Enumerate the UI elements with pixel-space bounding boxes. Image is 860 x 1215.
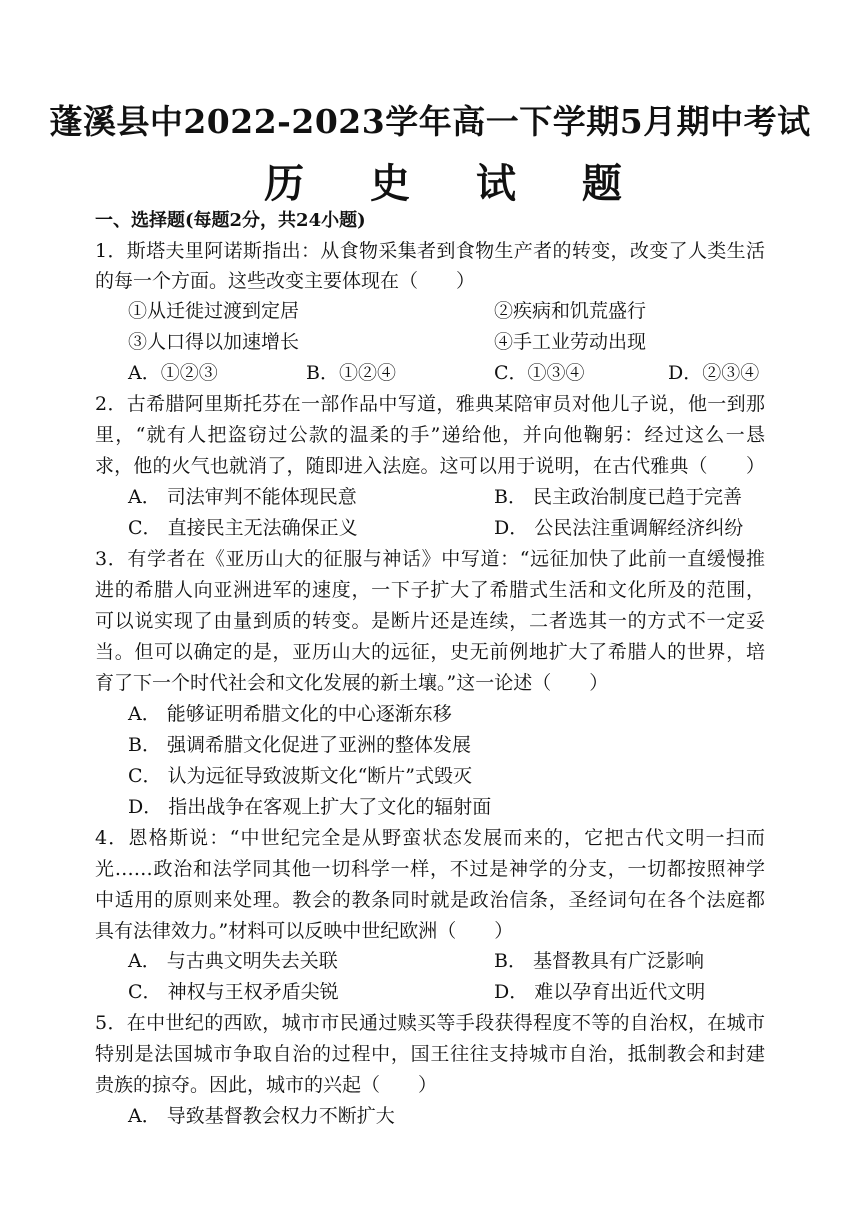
q1-option-c: C．①③④ [494, 362, 585, 384]
q3-option-a: A． 能够证明希腊文化的中心逐渐东移 [128, 703, 452, 725]
question-4-line-3: 中适用的原则来处理。教会的教条同时就是政治信条，圣经词句在各个法庭都 [95, 889, 765, 911]
q1-option-a: A．①②③ [128, 362, 218, 384]
q1-option-d: D．②③④ [668, 362, 760, 384]
q3-option-c: C． 认为远征导致波斯文化“断片”式毁灭 [128, 765, 473, 787]
question-5-line-2: 特别是法国城市争取自治的过程中，国王往往支持城市自治，抵制教会和封建 [95, 1043, 765, 1065]
question-3-line-5: 育了下一个时代社会和文化发展的新土壤。”这一论述（ ） [95, 672, 609, 694]
subject-title: 历 史 试 题 [264, 160, 648, 207]
exam-title: 蓬溪县中2022-2023学年高一下学期5月期中考试 [49, 102, 811, 141]
question-2-line-1: 2．古希腊阿里斯托芬在一部作品中写道，雅典某陪审员对他儿子说，他一到那 [95, 393, 765, 415]
question-5-line-1: 5．在中世纪的西欧，城市市民通过赎买等手段获得程度不等的自治权，在城市 [95, 1012, 765, 1034]
q3-option-d: D． 指出战争在客观上扩大了文化的辐射面 [128, 796, 492, 818]
question-3-line-2: 进的希腊人向亚洲进军的速度，一下子扩大了希腊式生活和文化所及的范围， [95, 579, 765, 601]
statement-4: ④手工业劳动出现 [494, 331, 647, 353]
statement-3: ③人口得以加速增长 [128, 331, 300, 353]
question-3-line-4: 当。但可以确定的是，亚历山大的远征，史无前例地扩大了希腊人的世界，培 [95, 641, 765, 663]
q3-option-b: B． 强调希腊文化促进了亚洲的整体发展 [128, 734, 472, 756]
question-1-line-2: 的每一个方面。这些改变主要体现在（ ） [95, 270, 476, 292]
section-heading: 一、选择题(每题2分，共24小题) [95, 210, 366, 231]
question-2-line-2: 里，“就有人把盗窃过公款的温柔的手”递给他，并向他鞠躬：经过这么一恳 [95, 424, 765, 446]
question-1-line-1: 1．斯塔夫里阿诺斯指出：从食物采集者到食物生产者的转变，改变了人类生活 [95, 240, 765, 262]
question-5-line-3: 贵族的掠夺。因此，城市的兴起（ ） [95, 1074, 438, 1096]
q2-option-b: B． 民主政治制度已趋于完善 [494, 486, 743, 508]
question-3-line-1: 3．有学者在《亚历山大的征服与神话》中写道：“远征加快了此前一直缓慢推 [95, 548, 765, 570]
q4-option-d: D． 难以孕育出近代文明 [494, 981, 706, 1003]
question-4-line-2: 光……政治和法学同其他一切科学一样，不过是神学的分支，一切都按照神学 [95, 858, 765, 880]
q2-option-c: C． 直接民主无法确保正义 [128, 517, 358, 539]
q2-option-a: A． 司法审判不能体现民意 [128, 486, 357, 508]
q4-option-a: A． 与古典文明失去关联 [128, 950, 338, 972]
q4-option-c: C． 神权与王权矛盾尖锐 [128, 981, 339, 1003]
q5-option-a: A． 导致基督教会权力不断扩大 [128, 1105, 395, 1127]
question-2-line-3: 求，他的火气也就消了，随即进入法庭。这可以用于说明，在古代雅典（ ） [95, 455, 765, 477]
q1-option-b: B．①②④ [306, 362, 396, 384]
statement-1: ①从迁徙过渡到定居 [128, 300, 300, 322]
question-4-line-4: 具有法律效力。”材料可以反映中世纪欧洲（ ） [95, 920, 514, 942]
question-3-line-3: 可以说实现了由量到质的转变。是断片还是连续，二者选其一的方式不一定妥 [95, 610, 765, 632]
question-4-line-1: 4．恩格斯说：“中世纪完全是从野蛮状态发展而来的，它把古代文明一扫而 [95, 827, 765, 849]
statement-2: ②疾病和饥荒盛行 [494, 300, 647, 322]
q4-option-b: B． 基督教具有广泛影响 [494, 950, 705, 972]
q2-option-d: D． 公民法注重调解经济纠纷 [494, 517, 744, 539]
